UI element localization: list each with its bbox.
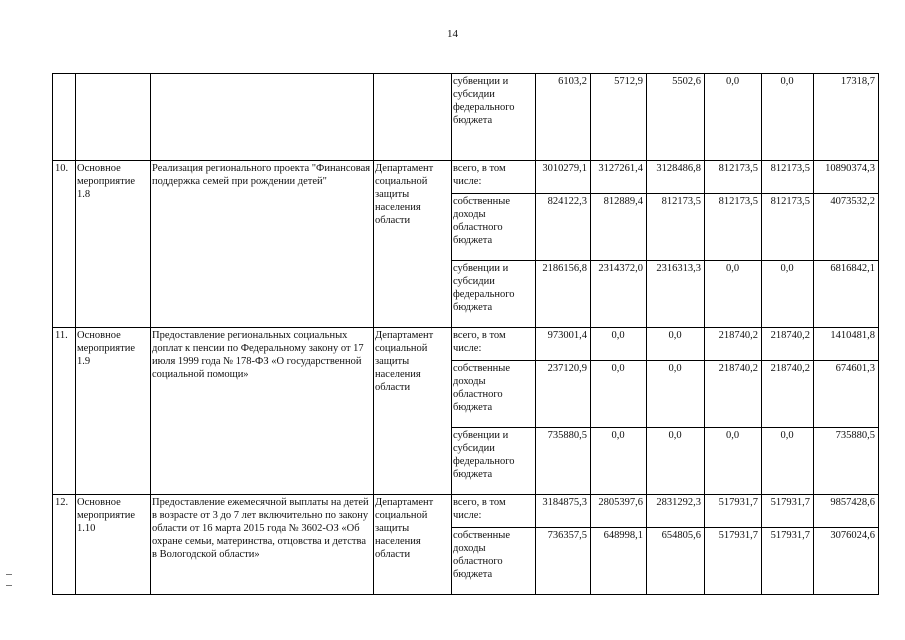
value-cell: 2805397,6: [591, 495, 647, 528]
value-cell: 735880,5: [814, 428, 879, 495]
value-cell: 0,0: [762, 261, 814, 328]
value-cell: 812173,5: [762, 194, 814, 261]
funding-source-cell: субвенции и субсидии федерального бюджета: [452, 261, 536, 328]
funding-source-cell: субвенции и субсидии федерального бюджета: [452, 74, 536, 161]
value-cell: 218740,2: [705, 328, 762, 361]
measure-type-cell: Основное мероприятие 1.10: [76, 495, 151, 595]
value-cell: 3128486,8: [647, 161, 705, 194]
value-cell: 0,0: [705, 74, 762, 161]
table-row: [53, 495, 879, 528]
value-cell: 6816842,1: [814, 261, 879, 328]
funding-source-cell: собственные доходы областного бюджета: [452, 361, 536, 428]
value-cell: 0,0: [647, 428, 705, 495]
value-cell: 2316313,3: [647, 261, 705, 328]
measure-type-cell: Основное мероприятие 1.8: [76, 161, 151, 328]
value-cell: 824122,3: [536, 194, 591, 261]
funding-source-cell: всего, в том числе:: [452, 495, 536, 528]
value-cell: 517931,7: [705, 495, 762, 528]
value-cell: 517931,7: [762, 495, 814, 528]
value-cell: 5712,9: [591, 74, 647, 161]
value-cell: 0,0: [762, 428, 814, 495]
value-cell: 812889,4: [591, 194, 647, 261]
value-cell: 812173,5: [705, 194, 762, 261]
value-cell: 0,0: [705, 428, 762, 495]
measure-title-cell: Предоставление региональных социальных доплат к пенсии по Федеральному закону от 17 июля 1999 года № 178-ФЗ «О государственной социальной помощи»: [151, 328, 374, 495]
value-cell: 6103,2: [536, 74, 591, 161]
value-cell: 648998,1: [591, 528, 647, 595]
funding-source-cell: собственные доходы областного бюджета: [452, 194, 536, 261]
value-cell: 812173,5: [647, 194, 705, 261]
executor-cell: Департамент социальной защиты населения области: [374, 495, 452, 595]
value-cell: 0,0: [762, 74, 814, 161]
value-cell: 10890374,3: [814, 161, 879, 194]
row-number-cell: 10.: [53, 161, 76, 328]
measure-type-cell: [76, 74, 151, 161]
value-cell: 218740,2: [762, 328, 814, 361]
value-cell: 674601,3: [814, 361, 879, 428]
value-cell: 0,0: [647, 328, 705, 361]
value-cell: 0,0: [591, 328, 647, 361]
value-cell: 973001,4: [536, 328, 591, 361]
executor-cell: Департамент социальной защиты населения области: [374, 328, 452, 495]
value-cell: 0,0: [591, 428, 647, 495]
value-cell: 17318,7: [814, 74, 879, 161]
value-cell: 3127261,4: [591, 161, 647, 194]
scan-edge-mark: [6, 574, 12, 586]
value-cell: 654805,6: [647, 528, 705, 595]
budget-table: [52, 73, 879, 595]
measure-title-cell: [151, 74, 374, 161]
page-number: 14: [447, 28, 458, 40]
value-cell: 517931,7: [705, 528, 762, 595]
executor-cell: [374, 74, 452, 161]
funding-source-cell: всего, в том числе:: [452, 328, 536, 361]
row-number-cell: 11.: [53, 328, 76, 495]
table-row: [53, 328, 879, 361]
value-cell: 517931,7: [762, 528, 814, 595]
value-cell: 4073532,2: [814, 194, 879, 261]
value-cell: 3010279,1: [536, 161, 591, 194]
value-cell: 1410481,8: [814, 328, 879, 361]
table-row: [53, 161, 879, 194]
table-row: [53, 74, 879, 161]
value-cell: 3076024,6: [814, 528, 879, 595]
value-cell: 812173,5: [762, 161, 814, 194]
funding-source-cell: всего, в том числе:: [452, 161, 536, 194]
value-cell: 2186156,8: [536, 261, 591, 328]
value-cell: 0,0: [705, 261, 762, 328]
value-cell: 0,0: [647, 361, 705, 428]
row-number-cell: 12.: [53, 495, 76, 595]
funding-source-cell: субвенции и субсидии федерального бюджета: [452, 428, 536, 495]
value-cell: 3184875,3: [536, 495, 591, 528]
value-cell: 2831292,3: [647, 495, 705, 528]
value-cell: 736357,5: [536, 528, 591, 595]
executor-cell: Департамент социальной защиты населения области: [374, 161, 452, 328]
value-cell: 218740,2: [762, 361, 814, 428]
value-cell: 5502,6: [647, 74, 705, 161]
value-cell: 812173,5: [705, 161, 762, 194]
measure-type-cell: Основное мероприятие 1.9: [76, 328, 151, 495]
value-cell: 9857428,6: [814, 495, 879, 528]
measure-title-cell: Предоставление ежемесячной выплаты на детей в возрасте от 3 до 7 лет включительно по закону области от 16 марта 2015 года № 3602-ОЗ «Об охране семьи, материнства, отцовства и детства в Вологодской области»: [151, 495, 374, 595]
value-cell: 218740,2: [705, 361, 762, 428]
row-number-cell: [53, 74, 76, 161]
value-cell: 0,0: [591, 361, 647, 428]
value-cell: 2314372,0: [591, 261, 647, 328]
value-cell: 735880,5: [536, 428, 591, 495]
value-cell: 237120,9: [536, 361, 591, 428]
funding-source-cell: собственные доходы областного бюджета: [452, 528, 536, 595]
measure-title-cell: Реализация регионального проекта "Финансовая поддержка семей при рождении детей": [151, 161, 374, 328]
